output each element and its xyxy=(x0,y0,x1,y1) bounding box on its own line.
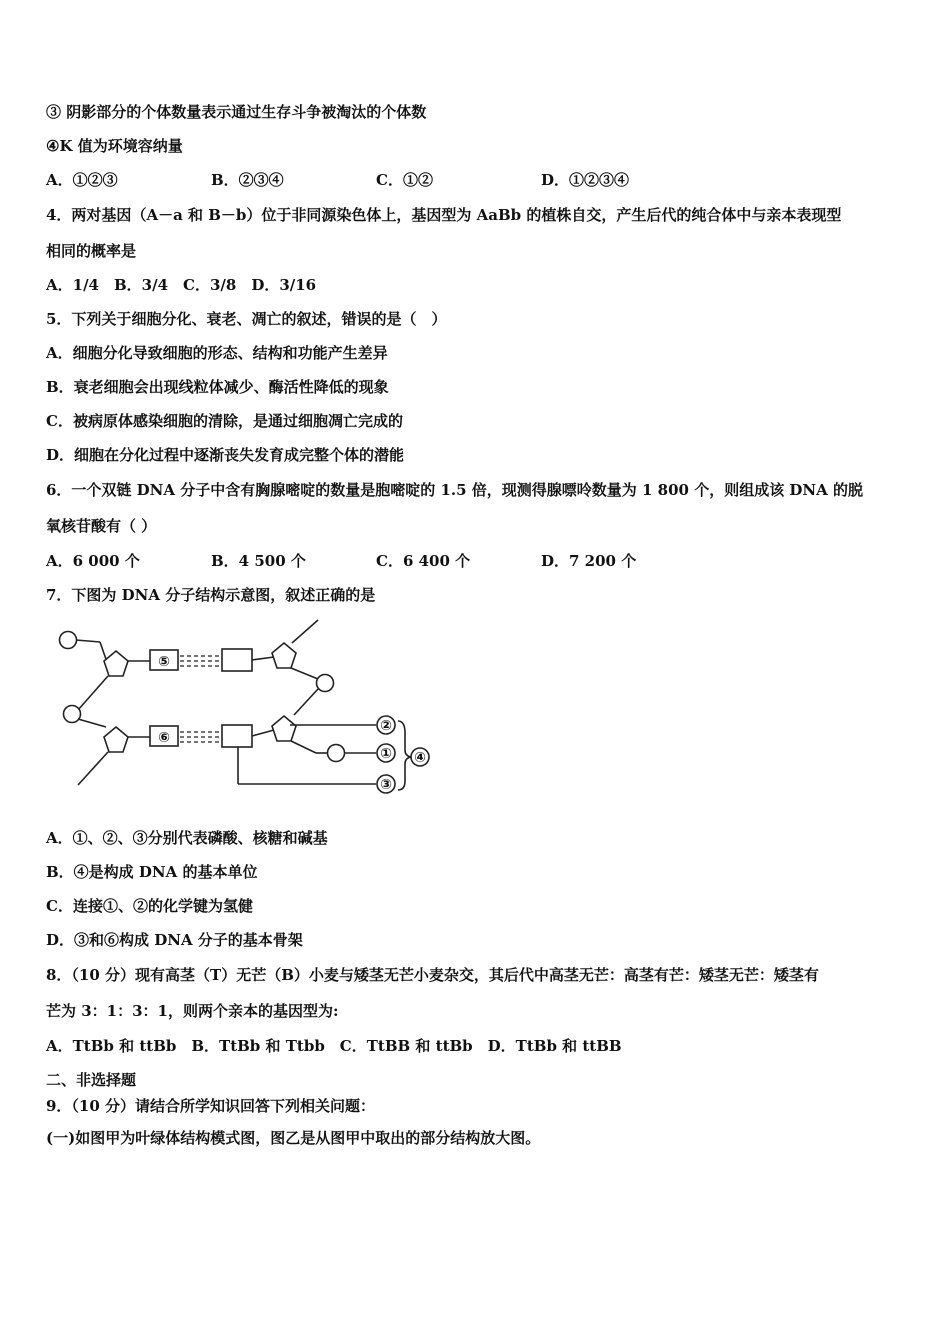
q5-option-a: A．细胞分化导致细胞的形态、结构和功能产生差异 xyxy=(46,344,388,362)
q5-option-c: C．被病原体感染细胞的清除，是通过细胞凋亡完成的 xyxy=(46,412,403,430)
base-box-right-bottom xyxy=(222,725,252,747)
phosphate-circle xyxy=(64,706,81,723)
q9-stem: 9．（10 分）请结合所学知识回答下列相关问题： xyxy=(46,1097,376,1115)
q7-stem: 7．下图为 DNA 分子结构示意图，叙述正确的是 xyxy=(46,586,376,604)
q6-stem-line1: 6．一个双链 DNA 分子中含有胸腺嘧啶的数量是胞嘧啶的 1.5 倍，现测得腺嘌呤数量为 1 800 个，则组成该 DNA 的脱 xyxy=(46,481,863,499)
q2-option-d: D．①②③④ xyxy=(541,171,630,189)
phosphate-circle xyxy=(328,745,345,762)
q7-option-a: A．①、②、③分别代表磷酸、核糖和碱基 xyxy=(46,829,328,847)
q2-option-c: C．①② xyxy=(376,171,433,189)
q7-option-c: C．连接①、②的化学键为氢健 xyxy=(46,897,253,915)
label-6: ⑥ xyxy=(158,730,170,746)
q8-options: A．TtBb 和 ttBb B．TtBb 和 Ttbb C．TtBB 和 ttBb D．TtBb 和 ttBB xyxy=(46,1037,622,1055)
q2-statement-4: ④K 值为环境容纳量 xyxy=(46,137,183,155)
phosphate-circle xyxy=(317,675,334,692)
deoxyribose-pentagon xyxy=(104,727,128,752)
q6-option-c: C．6 400 个 xyxy=(376,552,471,570)
q5-option-d: D．细胞在分化过程中逐渐丧失发育成完整个体的潜能 xyxy=(46,446,405,464)
q6-option-a: A．6 000 个 xyxy=(46,552,140,570)
q2-option-b: B．②③④ xyxy=(211,171,284,189)
q6-option-b: B．4 500 个 xyxy=(211,552,306,570)
q6-stem-line2: 氧核苷酸有（ ） xyxy=(46,517,157,535)
base-box-right-top xyxy=(222,649,252,671)
dna-structure-diagram xyxy=(50,615,440,805)
q8-stem-line2: 芒为 3：1：3：1，则两个亲本的基因型为: xyxy=(46,1002,339,1020)
q7-option-b: B．④是构成 DNA 的基本单位 xyxy=(46,863,258,881)
phosphate-circle xyxy=(60,632,77,649)
q4-stem-line2: 相同的概率是 xyxy=(46,242,137,260)
q9-part1: (一)如图甲为叶绿体结构模式图，图乙是从图甲中取出的部分结构放大图。 xyxy=(46,1129,541,1147)
label-4: ④ xyxy=(414,750,426,766)
label-2: ② xyxy=(380,718,392,734)
q7-option-d: D．③和⑥构成 DNA 分子的基本骨架 xyxy=(46,931,303,949)
q5-option-b: B．衰老细胞会出现线粒体减少、酶活性降低的现象 xyxy=(46,378,389,396)
q4-options: A．1/4 B．3/4 C．3/8 D．3/16 xyxy=(46,276,317,294)
q6-option-d: D．7 200 个 xyxy=(541,552,637,570)
label-5: ⑤ xyxy=(158,654,170,670)
q2-option-a: A．①②③ xyxy=(46,171,118,189)
deoxyribose-pentagon xyxy=(104,651,128,676)
label-3: ③ xyxy=(380,777,392,793)
label-1: ① xyxy=(380,746,392,762)
q5-stem: 5．下列关于细胞分化、衰老、凋亡的叙述，错误的是（ ） xyxy=(46,310,447,328)
q4-stem-line1: 4．两对基因（A－a 和 B－b）位于非同源染色体上，基因型为 AaBb 的植株自交，产生后代的纯合体中与亲本表现型 xyxy=(46,206,842,224)
q2-statement-3: ③ 阴影部分的个体数量表示通过生存斗争被淘汰的个体数 xyxy=(46,103,427,121)
deoxyribose-pentagon xyxy=(272,643,296,668)
deoxyribose-pentagon xyxy=(272,716,296,741)
q8-stem-line1: 8．（10 分）现有高茎（T）无芒（B）小麦与矮茎无芒小麦杂交，其后代中高茎无芒：高茎有芒：矮茎无芒：矮茎有 xyxy=(46,966,819,984)
section-2-title: 二、非选择题 xyxy=(46,1071,137,1089)
